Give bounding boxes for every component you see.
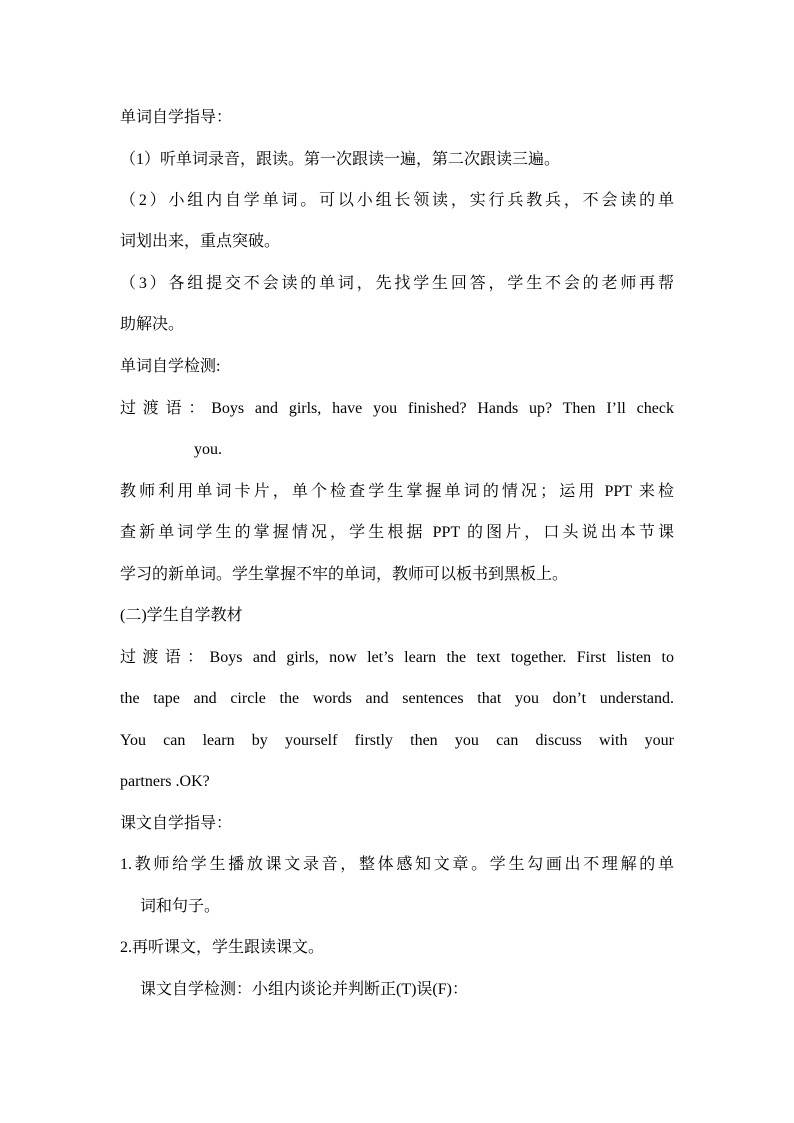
list-item-continuation: 词和句子。	[140, 898, 221, 915]
paragraph-line: you.	[194, 441, 222, 458]
paragraph-line: （2）小组内自学单词。可以小组长领读，实行兵教兵，不会读的单	[120, 192, 674, 209]
paragraph-line: 教师利用单词卡片，单个检查学生掌握单词的情况；运用 PPT 来检	[120, 483, 674, 500]
paragraph-line: 助解决。	[120, 316, 185, 333]
paragraph-line: 学习的新单词。学生掌握不牢的单词，教师可以板书到黑板上。	[120, 566, 569, 583]
paragraph-line: the tape and circle the words and sentences that you don’t understand.	[120, 690, 674, 707]
paragraph-line: partners .OK?	[120, 773, 210, 790]
heading-vocab-guide: 单词自学指导：	[120, 109, 233, 126]
paragraph-line: 过渡语：Boys and girls, have you finished? Hands up? Then I’ll check	[120, 400, 674, 417]
paragraph-line: You can learn by yourself firstly then you can discuss with your	[120, 732, 674, 749]
heading-textbook-self-study: (二)学生自学教材	[120, 607, 243, 624]
heading-vocab-check: 单词自学检测:	[120, 358, 221, 375]
heading-text-check: 课文自学检测：小组内谈论并判断正(T)误(F)：	[140, 981, 468, 998]
paragraph-line: 词划出来，重点突破。	[120, 233, 281, 250]
paragraph-line: 查新单词学生的掌握情况，学生根据 PPT 的图片，口头说出本节课	[120, 524, 674, 541]
paragraph-line: （1）听单词录音，跟读。第一次跟读一遍，第二次跟读三遍。	[120, 151, 561, 168]
list-item: 2.再听课文，学生跟读课文。	[120, 939, 325, 956]
list-item: 1.教师给学生播放课文录音，整体感知文章。学生勾画出不理解的单	[120, 856, 674, 873]
paragraph-line: 过渡语：Boys and girls, now let’s learn the text together. First listen to	[120, 649, 674, 666]
paragraph-line: （3）各组提交不会读的单词，先找学生回答，学生不会的老师再帮	[120, 275, 674, 292]
heading-text-guide: 课文自学指导：	[120, 815, 233, 832]
